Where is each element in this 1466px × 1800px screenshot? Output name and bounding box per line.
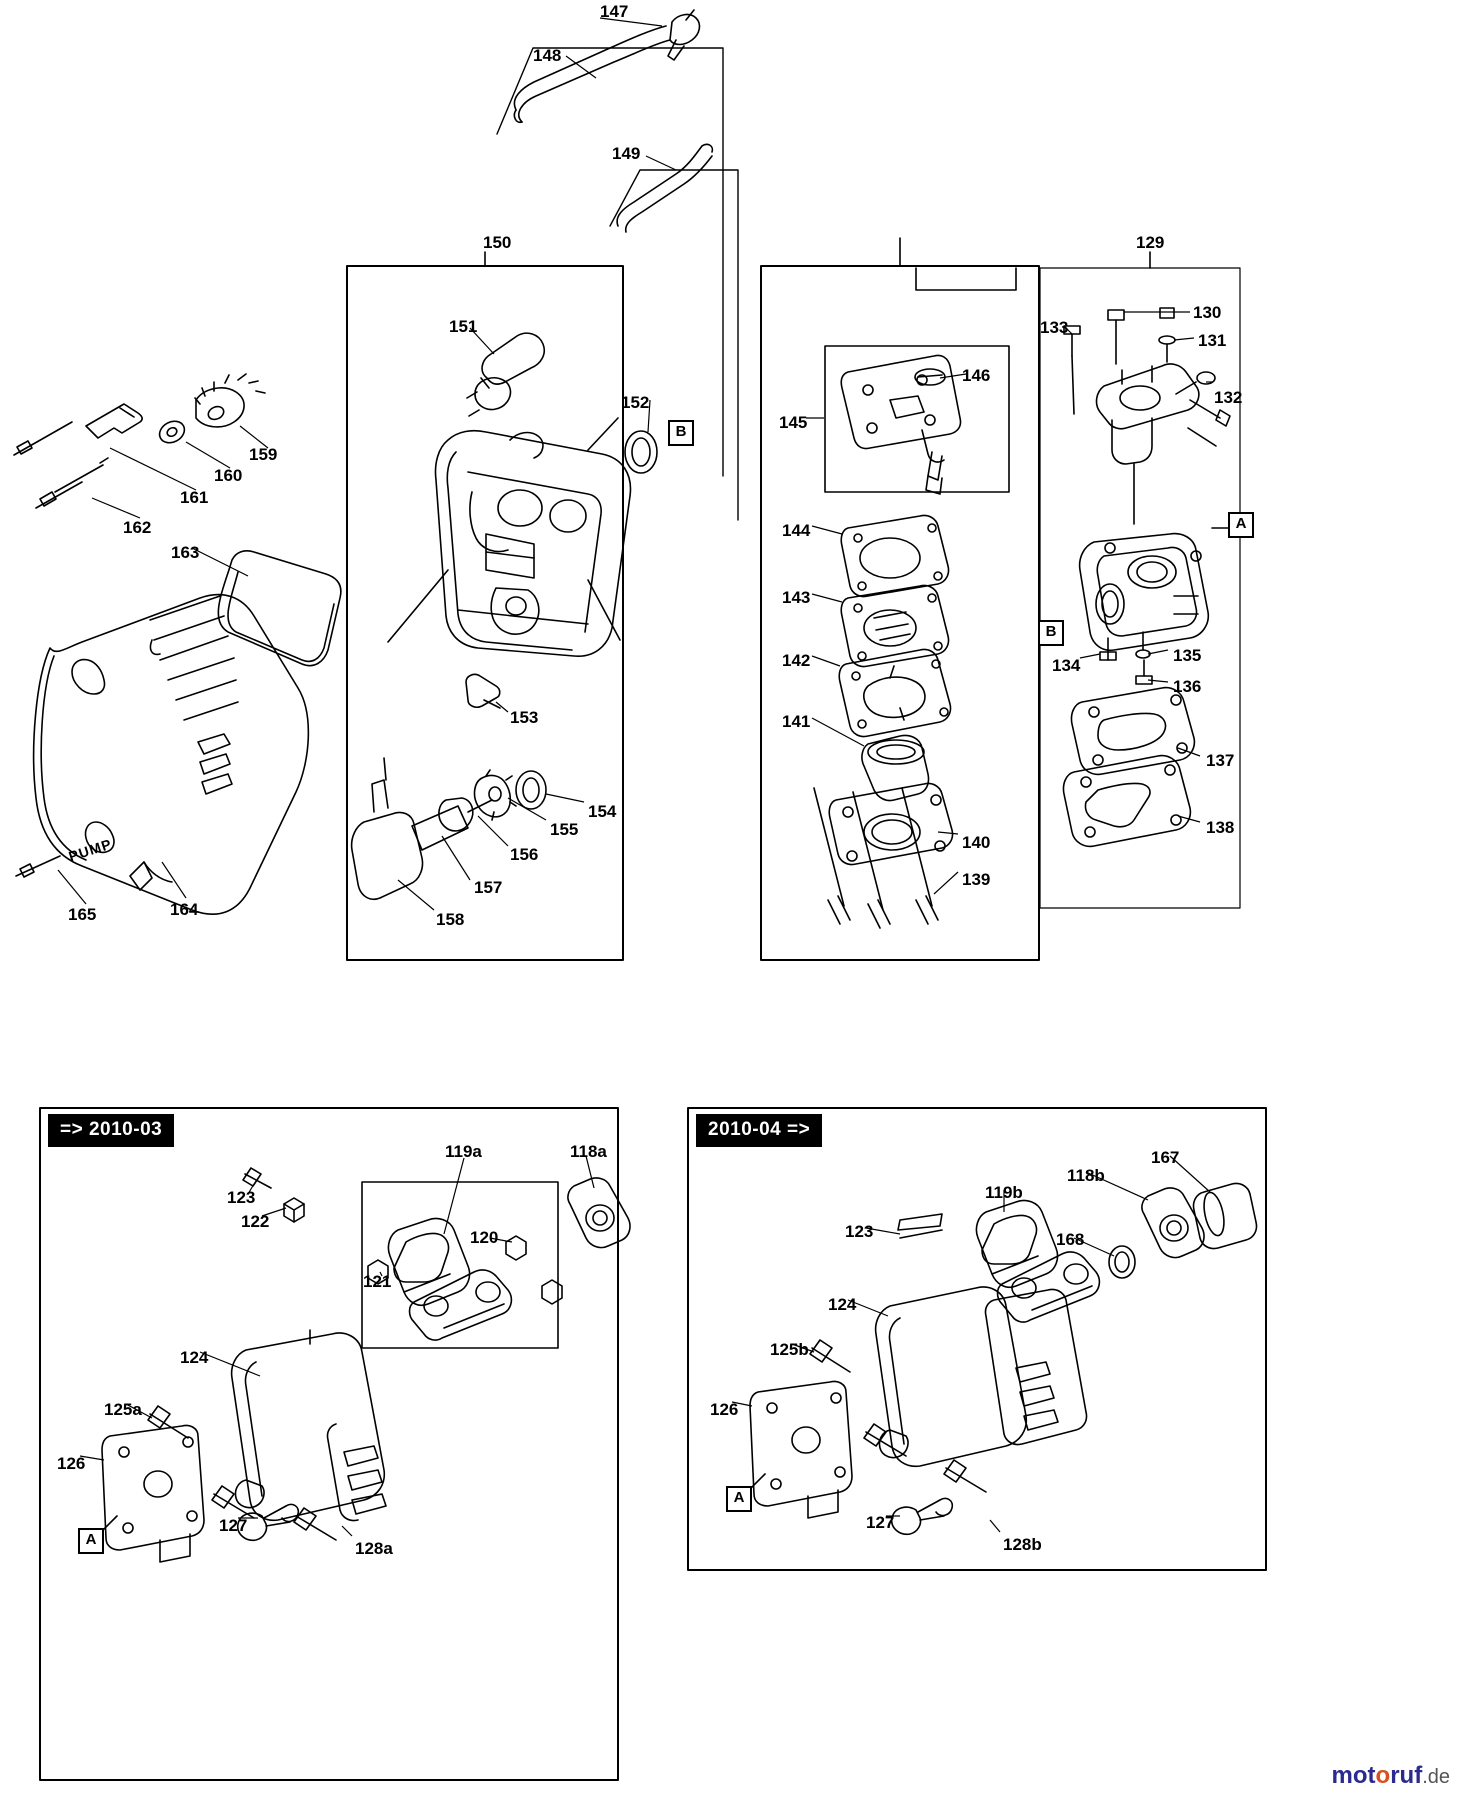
pump-label: PUMP <box>66 835 114 865</box>
callout-138: 138 <box>1206 818 1235 837</box>
callout-152: 152 <box>621 393 650 412</box>
callout-164: 164 <box>170 900 199 919</box>
panel-title-2010-04: 2010-04 => <box>696 1114 822 1147</box>
callout-130: 130 <box>1193 303 1222 322</box>
callout-128b: 128b <box>1003 1535 1042 1554</box>
callout-139: 139 <box>962 870 991 889</box>
callout-165: 165 <box>68 905 97 924</box>
callout-151: 151 <box>449 317 478 336</box>
callout-129: 129 <box>1136 233 1165 252</box>
watermark-part2: o <box>1375 1762 1391 1789</box>
callout-157: 157 <box>474 878 503 897</box>
callout-149: 149 <box>612 144 641 163</box>
callout-158: 158 <box>436 910 465 929</box>
callout-140: 140 <box>962 833 991 852</box>
callout-119a: 119a <box>445 1142 482 1161</box>
callout-153: 153 <box>510 708 539 727</box>
box-ref-a-carb: A <box>1228 512 1254 538</box>
callout-118b: 118b <box>1067 1166 1105 1185</box>
callout-122: 122 <box>241 1212 270 1231</box>
callout-163: 163 <box>171 543 200 562</box>
callout-150: 150 <box>483 233 512 252</box>
box-ref-a-left: A <box>78 1528 104 1554</box>
callout-136: 136 <box>1173 677 1202 696</box>
box-ref-b-top: B <box>668 420 694 446</box>
callout-162: 162 <box>123 518 152 537</box>
callout-124: 124 <box>180 1348 209 1367</box>
callout-135: 135 <box>1173 646 1202 665</box>
callout-142: 142 <box>782 651 811 670</box>
callout-161: 161 <box>180 488 209 507</box>
callout-144: 144 <box>782 521 811 540</box>
callout-124: 124 <box>828 1295 857 1314</box>
panel-title-2010-03: => 2010-03 <box>48 1114 174 1147</box>
callout-143: 143 <box>782 588 811 607</box>
callout-125a: 125a <box>104 1400 142 1419</box>
callout-154: 154 <box>588 802 617 821</box>
callout-127: 127 <box>219 1516 248 1535</box>
callout-133: 133 <box>1040 318 1069 337</box>
callout-145: 145 <box>779 413 808 432</box>
callout-126: 126 <box>57 1454 86 1473</box>
callout-141: 141 <box>782 712 811 731</box>
watermark-part1: mot <box>1331 1762 1376 1789</box>
callout-118a: 118a <box>570 1142 607 1161</box>
callout-160: 160 <box>214 466 243 485</box>
box-ref-b-carb: B <box>1038 620 1064 646</box>
callout-155: 155 <box>550 820 579 839</box>
callout-128a: 128a <box>355 1539 393 1558</box>
callout-159: 159 <box>249 445 278 464</box>
callout-119b: 119b <box>985 1183 1023 1202</box>
callout-123: 123 <box>227 1188 256 1207</box>
callout-147: 147 <box>600 2 629 21</box>
callout-146: 146 <box>962 366 991 385</box>
box-ref-a-right: A <box>726 1486 752 1512</box>
callout-132: 132 <box>1214 388 1243 407</box>
watermark-part3: ruf <box>1390 1762 1423 1789</box>
callout-167: 167 <box>1151 1148 1180 1167</box>
callout-126: 126 <box>710 1400 739 1419</box>
callout-131: 131 <box>1198 331 1227 350</box>
callout-123: 123 <box>845 1222 874 1241</box>
callout-148: 148 <box>533 46 562 65</box>
callout-120: 120 <box>470 1228 499 1247</box>
watermark <box>1332 1762 1450 1790</box>
callout-121: 121 <box>363 1272 392 1291</box>
callout-168: 168 <box>1056 1230 1085 1249</box>
watermark-suffix: .de <box>1422 1766 1450 1788</box>
callout-134: 134 <box>1052 656 1081 675</box>
callout-125b: 125b <box>770 1340 809 1359</box>
callout-137: 137 <box>1206 751 1235 770</box>
callout-127: 127 <box>866 1513 895 1532</box>
callout-156: 156 <box>510 845 539 864</box>
